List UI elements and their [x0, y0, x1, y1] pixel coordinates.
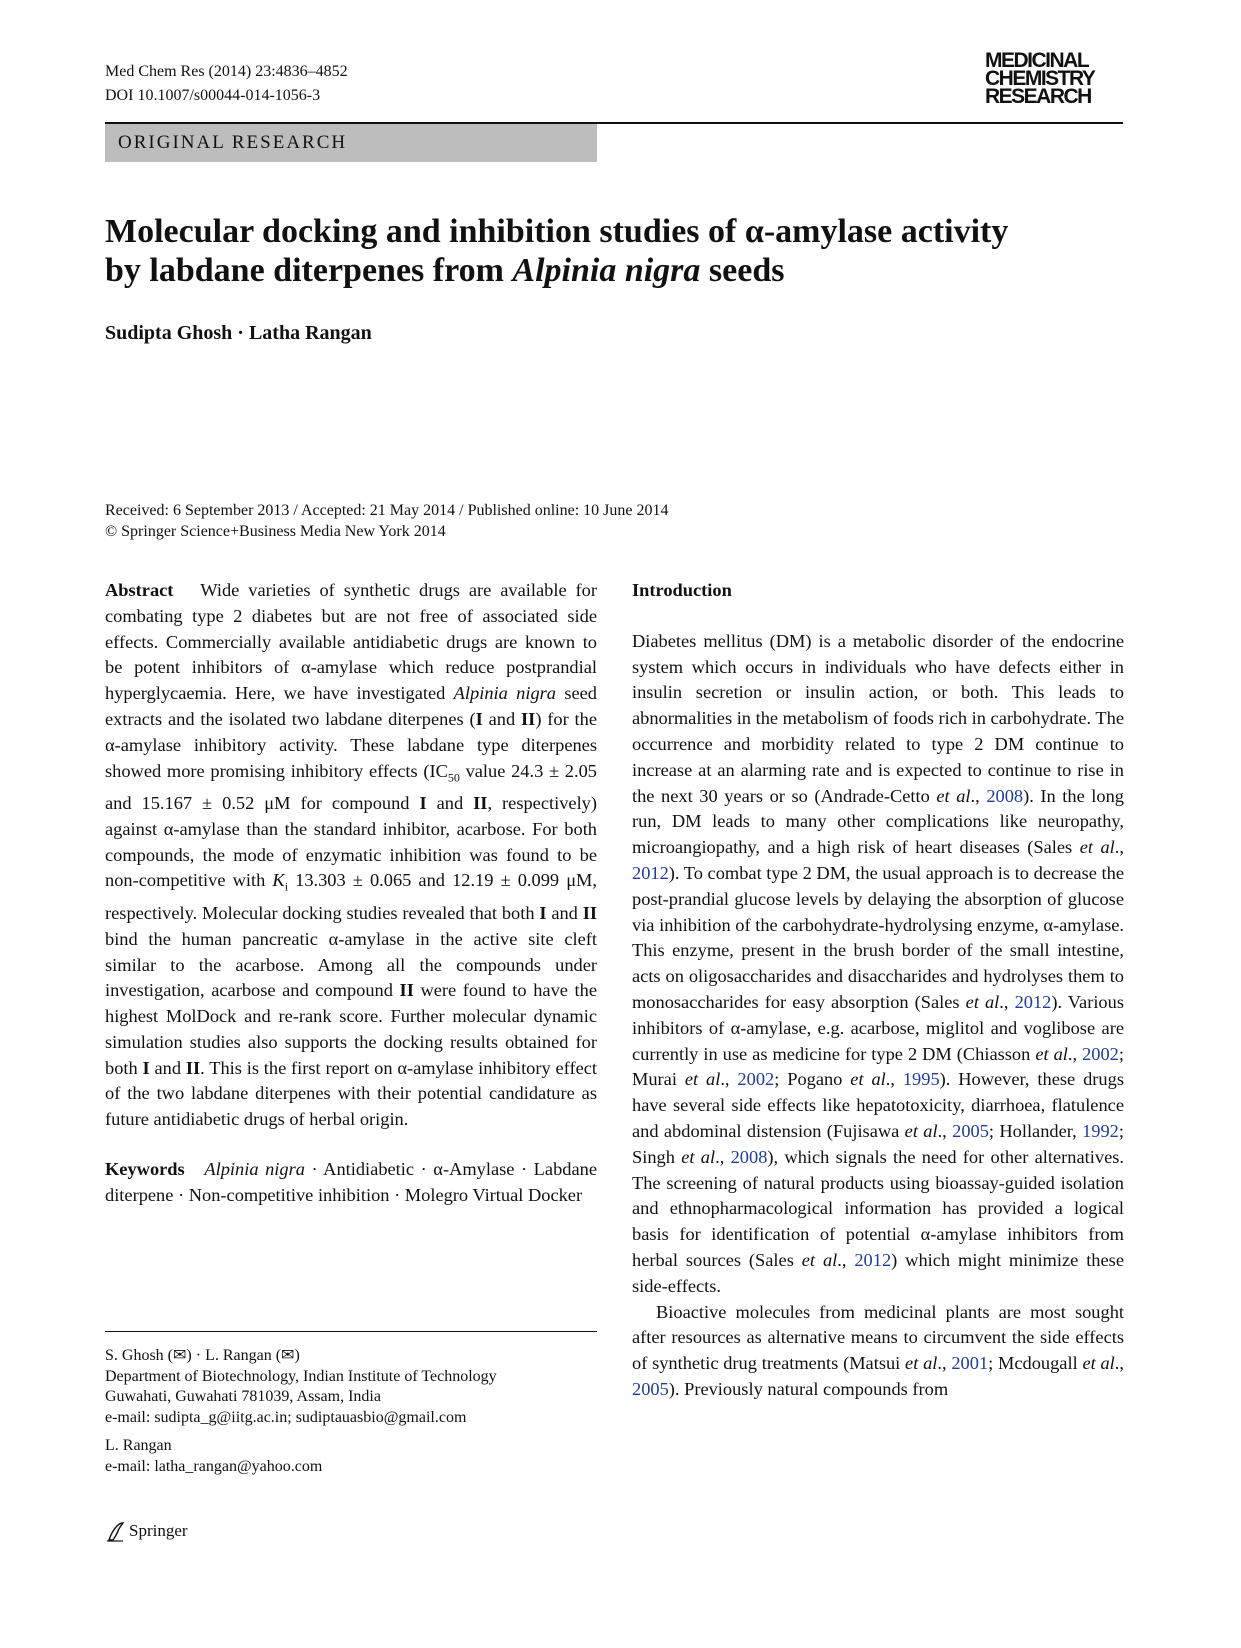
et-al: et al	[1082, 1353, 1115, 1374]
compound-I: I	[539, 902, 547, 923]
compound-II: II	[582, 902, 598, 923]
footnote-rule	[105, 1331, 597, 1332]
intro-text: ). Various inhibitors of α-amylase, e.g. acarbose, miglitol and voglibose are currently in use as medicine for type 2 DM (Chiasson	[632, 991, 1124, 1064]
abstract-text: were found to have the highest MolDock and re-rank score. Further molecular dynamic simulation studies also supports the docking results obtained for both	[105, 980, 597, 1078]
abstract-text: . This is the first report on α-amylase inhibitory effect of the two labdane diterpenes with their potential candidature as future antidiabetic drugs of herbal origin.	[105, 1057, 598, 1130]
author-list: Sudipta Ghosh · Latha Rangan	[105, 322, 372, 344]
et-al: et al	[904, 1120, 938, 1141]
abstract	[105, 578, 597, 1133]
keywords	[105, 1157, 597, 1209]
et-al: et al	[801, 1249, 838, 1270]
abstract-text: , respectively) against α-amylase than the standard inhibitor, acarbose. For both compounds, the mode of enzymatic inhibition was found to be non-competitive with	[105, 793, 598, 891]
keyword-list: · Antidiabetic · α-Amylase · Labdane diterpene · Non-competitive inhibition · Molegro Virtual Docker	[105, 1159, 597, 1205]
email-ghosh[interactable]: e-mail: sudipta_g@iitg.ac.in; sudiptauasbio@gmail.com	[105, 1408, 467, 1426]
abstract-column	[105, 578, 597, 1209]
title-species: Alpinia nigra	[512, 252, 701, 289]
title-text-end: seeds	[700, 252, 785, 289]
intro-text: ; Singh	[632, 1120, 1124, 1167]
compound-I: I	[142, 1057, 150, 1078]
intro-text: ). However, these drugs have several side effects like hepatotoxicity, diarrhoea, flatulence and abdominal distension (Fujisawa	[632, 1069, 1124, 1141]
citation-link[interactable]: 2005	[952, 1120, 989, 1141]
logo-line-2: CHEMISTRY	[985, 67, 1095, 90]
author-affiliation	[105, 1346, 497, 1477]
citation-link[interactable]: 2008	[986, 785, 1024, 806]
citation-link[interactable]: 2005	[632, 1378, 669, 1399]
intro-text: ; Hollander,	[988, 1120, 1083, 1141]
compound-II: II	[473, 793, 488, 814]
abstract-text: and	[426, 793, 474, 814]
citation-link[interactable]: 2002	[737, 1069, 775, 1090]
publication-dates: Received: 6 September 2013 / Accepted: 21 May 2014 / Published online: 10 June 2014	[105, 502, 669, 519]
abstract-text: seed extracts and the isolated two labdane diterpenes (	[105, 683, 597, 729]
abstract-text: and	[546, 902, 583, 923]
intro-text: Bioactive molecules from medicinal plants are most sought after resources as alternative means to circumvent the side effects of synthetic drug treatments (Matsui	[632, 1301, 1124, 1374]
abstract-species: Alpinia nigra	[453, 683, 556, 704]
et-al: et al	[965, 991, 1000, 1012]
citation-link[interactable]: 1995	[902, 1069, 940, 1090]
citation-link[interactable]: 2012	[1014, 991, 1052, 1012]
journal-reference: Med Chem Res (2014) 23:4836–4852	[105, 63, 348, 80]
title-line-2	[105, 251, 1105, 290]
intro-text: ) which might minimize these side-effects.	[632, 1249, 1124, 1296]
title-text: by labdane diterpenes from	[105, 252, 513, 289]
affiliation-line-1: Department of Biotechnology, Indian Institute of Technology	[105, 1367, 497, 1385]
abstract-text: value 24.3 ± 2.05 and 15.167 ± 0.52 μM for compound	[105, 760, 597, 814]
intro-text: ; Mcdougall	[988, 1353, 1083, 1374]
abstract-text: ) for the α-amylase inhibitory activity. These labdane type diterpenes showed more promising inhibitory effects (IC	[105, 708, 598, 781]
compound-II: II	[399, 980, 414, 1001]
logo-line-3: RESEARCH	[985, 85, 1091, 108]
citation-link[interactable]: 1992	[1082, 1120, 1119, 1141]
keyword-species: Alpinia nigra	[204, 1159, 305, 1180]
citation-link[interactable]: 2012	[854, 1249, 892, 1270]
citation-link[interactable]: 2001	[951, 1353, 989, 1374]
citation-link[interactable]: 2002	[1082, 1043, 1119, 1064]
copyright: © Springer Science+Business Media New York 2014	[105, 523, 446, 540]
intro-paragraph-1: Diabetes mellitus (DM) is a metabolic disorder of the endocrine system which occurs in individuals who have defects either in insulin secretion or insulin action, or both. This leads to abnormalities in the metabolism of foods rich in carbohydrate. The occurrence and morbidity related to type 2 DM continue to increase at an alarming rate and is expected to continue to rise in the next 30 years or so (Andrade-Cetto et al., 2008). In the long run, DM leads to many other complications like neuropathy, microangiopathy, and a high risk of heart diseases (Sales et al., 2012). To combat type 2 DM, the usual approach is to decrease the post-prandial glucose levels by delaying the absorption of glucose via inhibition of the carbohydrate-hydrolysing enzyme, α-amylase. This enzyme, present in the brush border of the small intestine, acts on oligosaccharides and disaccharides and hydrolyses them to monosaccharides for easy absorption (Sales et al., 2012). Various inhibitors of α-amylase, e.g. acarbose, miglitol and voglibose are currently in use as medicine for type 2 DM (Chiasson et al., 2002; Murai et al., 2002; Pogano et al., 1995). However, these drugs have several side effects like hepatotoxicity, diarrhoea, flatulence and abdominal distension (Fujisawa et al., 2005; Hollander, 1992; Singh et al., 2008), which signals the need for other alternatives. The screening of natural products using bioassay-guided isolation and ethnopharmacological information has provided a logical basis for identification of potential α-amylase inhibitors from herbal sources (Sales et al., 2012) which might minimize these side-effects.	[632, 630, 1125, 1296]
intro-text: ), which signals the need for other alternatives. The screening of natural products using bioassay-guided isolation and ethnopharmacological information has provided a logical basis for identification of potential α-amylase inhibitors from herbal sources (Sales	[632, 1146, 1124, 1270]
intro-text: ; Murai	[632, 1043, 1124, 1090]
intro-text: ; Pogano	[774, 1069, 851, 1090]
intro-paragraph-2: Bioactive molecules from medicinal plants are most sought after resources as alternative means to circumvent the side effects of synthetic drug treatments (Matsui et al., 2001; Mcdougall et al., 2005). Previously natural compounds from	[632, 1301, 1124, 1399]
introduction-column	[632, 578, 1124, 1403]
ki-subscript: i	[284, 880, 289, 895]
abstract-text: and	[149, 1057, 186, 1078]
section-tag: ORIGINAL RESEARCH	[105, 124, 597, 162]
compound-II: II	[185, 1057, 201, 1078]
et-al: et al	[936, 785, 971, 806]
corresponding-authors: S. Ghosh (✉) · L. Rangan (✉)	[105, 1347, 300, 1364]
keywords-label: Keywords	[105, 1159, 185, 1180]
abstract-text: and	[482, 708, 521, 729]
publisher-name: Springer	[129, 1521, 188, 1540]
compound-I: I	[475, 708, 483, 729]
ic50-subscript: 50	[447, 770, 460, 785]
publication-info	[105, 500, 668, 542]
intro-text: ). Previously natural compounds from	[668, 1378, 949, 1399]
citation-link[interactable]: 2012	[632, 862, 669, 883]
et-al: et al	[684, 1069, 721, 1090]
abstract-label: Abstract	[105, 580, 174, 600]
springer-horse-icon	[105, 1520, 125, 1542]
compound-II: II	[521, 708, 536, 729]
abstract-text: Wide varieties of synthetic drugs are available for combating type 2 diabetes but are not free of associated side effects. Commercially available antidiabetic drugs are known to be potent inhibitors of α-amylase which reduce postprandial hyperglycaemia. Here, we have investigated	[105, 580, 597, 704]
et-al: et al	[681, 1146, 716, 1167]
intro-text: ). In the long run, DM leads to many other complications like neuropathy, microangiopathy, and a high risk of heart diseases (Sales	[632, 785, 1125, 858]
doi[interactable]: DOI 10.1007/s00044-014-1056-3	[105, 87, 321, 104]
publisher-footer	[105, 1520, 188, 1542]
et-al: et al	[1079, 837, 1115, 858]
intro-text: ). To combat type 2 DM, the usual approach is to decrease the post-prandial glucose levels by delaying the absorption of glucose via inhibition of the carbohydrate-hydrolysing enzyme, α-amylase. This enzyme, present in the brush border of the small intestine, acts on oligosaccharides and disaccharides and hydrolyses them to monosaccharides for easy absorption (Sales	[632, 862, 1124, 1012]
abstract-text: 13.303 ± 0.065 and 12.19 ± 0.099 μM, respectively. Molecular docking studies revealed that both	[105, 870, 597, 923]
email-rangan[interactable]: e-mail: latha_rangan@yahoo.com	[105, 1457, 323, 1475]
intro-text: Diabetes mellitus (DM) is a metabolic disorder of the endocrine system which occurs in individuals who have defects either in insulin secretion or insulin action, or both. This leads to abnormalities in the metabolism of foods rich in carbohydrate. The occurrence and morbidity related to type 2 DM continue to increase at an alarming rate and is expected to continue to rise in the next 30 years or so (Andrade-Cetto	[632, 630, 1124, 806]
introduction-heading: Introduction	[632, 580, 732, 600]
et-al: et al	[905, 1353, 938, 1374]
et-al: et al	[1035, 1043, 1068, 1064]
compound-I: I	[419, 793, 427, 814]
ki-symbol: K	[272, 870, 285, 891]
author-rangan: L. Rangan	[105, 1437, 172, 1454]
journal-logo	[985, 49, 1109, 108]
et-al: et al	[850, 1069, 886, 1090]
title-line-1: Molecular docking and inhibition studies of α-amylase activity	[105, 213, 1009, 250]
affiliation-line-2: Guwahati, Guwahati 781039, Assam, India	[105, 1388, 381, 1405]
logo-line-1: MEDICINAL	[985, 49, 1089, 72]
citation-link[interactable]: 2008	[730, 1146, 768, 1167]
abstract-text: bind the human pancreatic α-amylase in the active site cleft similar to the acarbose. Among all the compounds under investigation, acarbose and compound	[105, 928, 597, 1001]
article-title	[105, 212, 1105, 290]
